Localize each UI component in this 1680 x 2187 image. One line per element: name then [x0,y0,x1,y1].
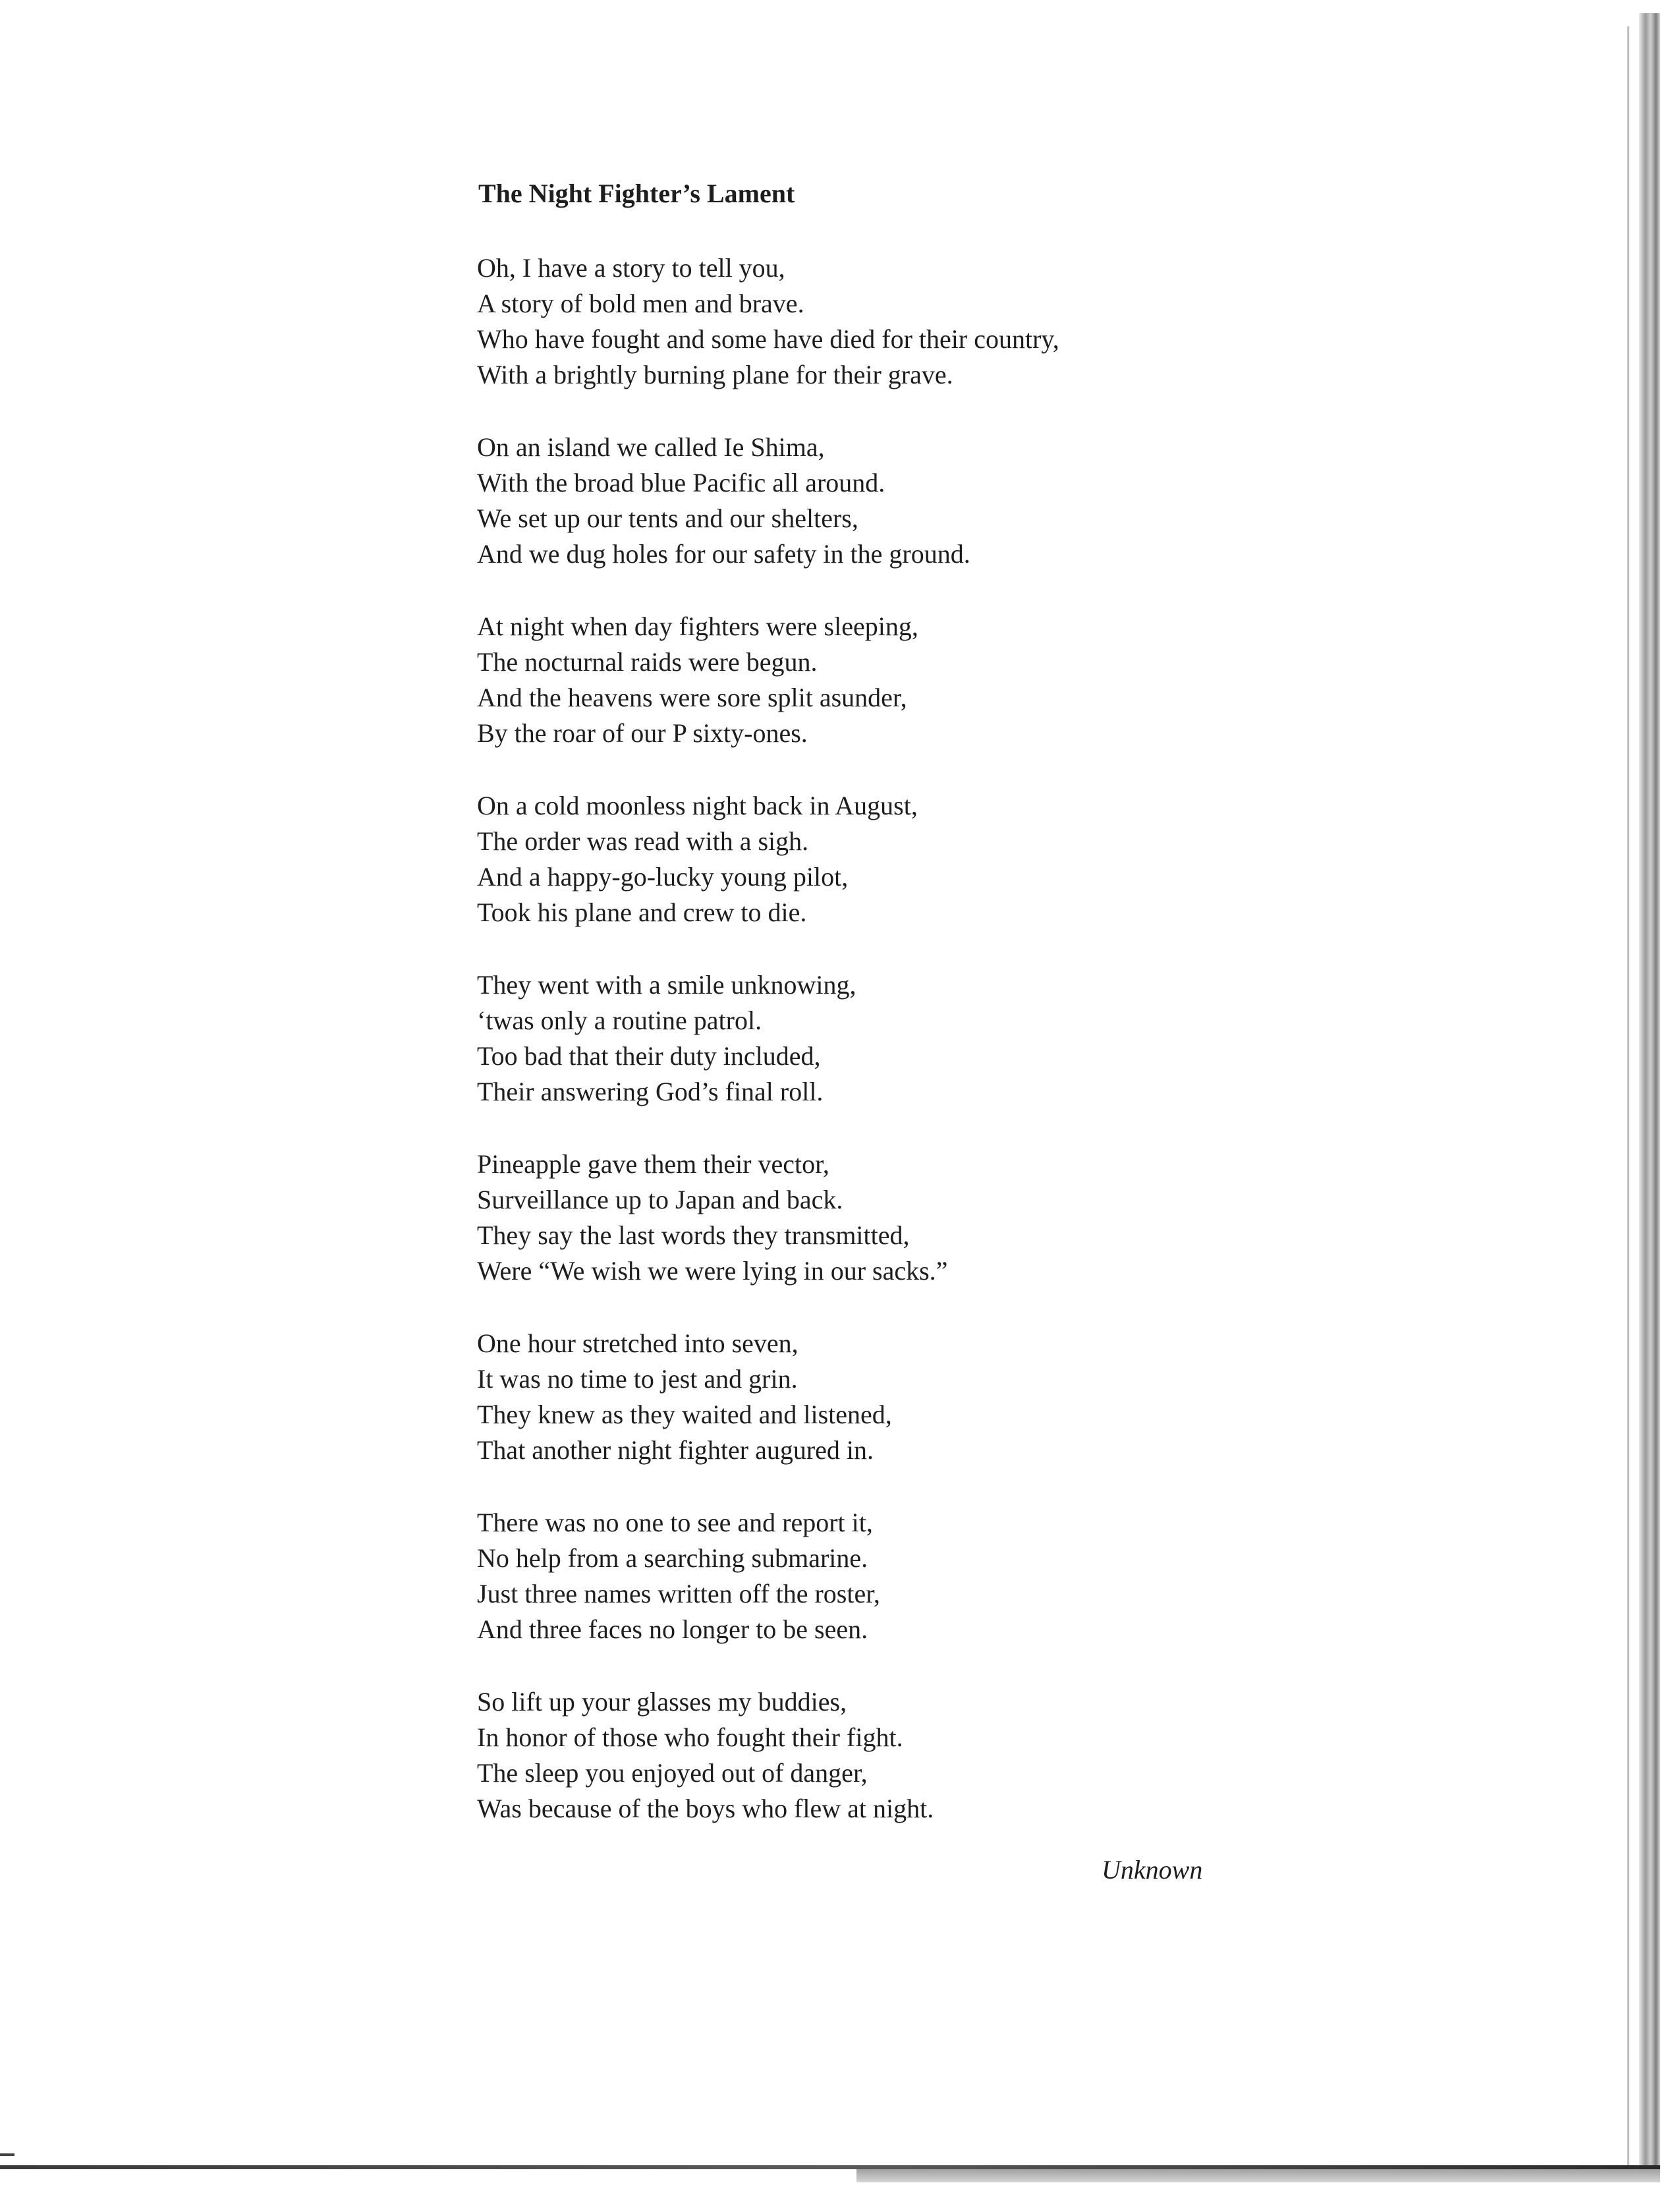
scan-edge-mark [0,2153,14,2156]
poem-line: And we dug holes for our safety in the ground. [477,539,970,569]
stanza [477,1505,1268,1647]
poem-line: In honor of those who fought their fight. [477,1722,903,1752]
poem-line: The nocturnal raids were begun. [477,647,818,677]
poem-line: No help from a searching submarine. [477,1543,868,1573]
poem-line: At night when day fighters were sleeping, [477,611,918,641]
poem-line: And three faces no longer to be seen. [477,1614,868,1644]
poem-line: That another night fighter augured in. [477,1435,874,1465]
poem-line: Just three names written off the roster, [477,1579,880,1608]
poem-line: ‘twas only a routine patrol. [477,1006,762,1035]
poem-line: They knew as they waited and listened, [477,1400,892,1429]
bottom-page-shadow [856,2168,1660,2182]
stanza [477,609,1268,751]
poem-title: The Night Fighter’s Lament [478,179,795,208]
poem-line: The sleep you enjoyed out of danger, [477,1758,868,1788]
poem-author: Unknown [1102,1855,1203,1885]
book-binding-edge [1639,13,1660,2181]
poem-line: With the broad blue Pacific all around. [477,468,885,497]
stanza [477,250,1268,393]
poem-line: Pineapple gave them their vector, [477,1149,829,1179]
poem-line: There was no one to see and report it, [477,1508,873,1537]
poem-line: By the roar of our P sixty-ones. [477,718,808,748]
poem-line: It was no time to jest and grin. [477,1364,798,1394]
stanza [477,430,1268,572]
poem-line: A story of bold men and brave. [477,289,804,318]
poem-line: On an island we called Ie Shima, [477,432,825,462]
poem-line: The order was read with a sigh. [477,826,809,856]
stanza [477,1684,1268,1827]
poem-line: They say the last words they transmitted, [477,1220,910,1250]
poem-line: Who have fought and some have died for their country, [477,324,1059,354]
poem-line: So lift up your glasses my buddies, [477,1687,847,1717]
poem-line: On a cold moonless night back in August, [477,791,918,820]
poem-body [477,250,1268,1863]
poem-line: One hour stretched into seven, [477,1328,798,1358]
poem-line: Were “We wish we were lying in our sacks.” [477,1256,948,1286]
poem-line: And a happy-go-lucky young pilot, [477,862,849,892]
poem-line: With a brightly burning plane for their grave. [477,360,953,389]
poem-line: Their answering God’s final roll. [477,1077,824,1106]
stanza [477,1326,1268,1468]
stanza [477,788,1268,930]
poem-line: Was because of the boys who flew at night. [477,1794,934,1823]
stanza [477,1147,1268,1289]
poem-line: Surveillance up to Japan and back. [477,1185,843,1214]
poem-line: Took his plane and crew to die. [477,897,807,927]
poem-line: They went with a smile unknowing, [477,970,856,1000]
poem-line: We set up our tents and our shelters, [477,503,858,533]
stanza [477,967,1268,1110]
bottom-page-edge [0,2165,1660,2169]
poem-line: And the heavens were sore split asunder, [477,683,907,712]
poem-line: Oh, I have a story to tell you, [477,253,785,283]
poem-line: Too bad that their duty included, [477,1041,821,1071]
binding-line [1627,26,1629,2174]
